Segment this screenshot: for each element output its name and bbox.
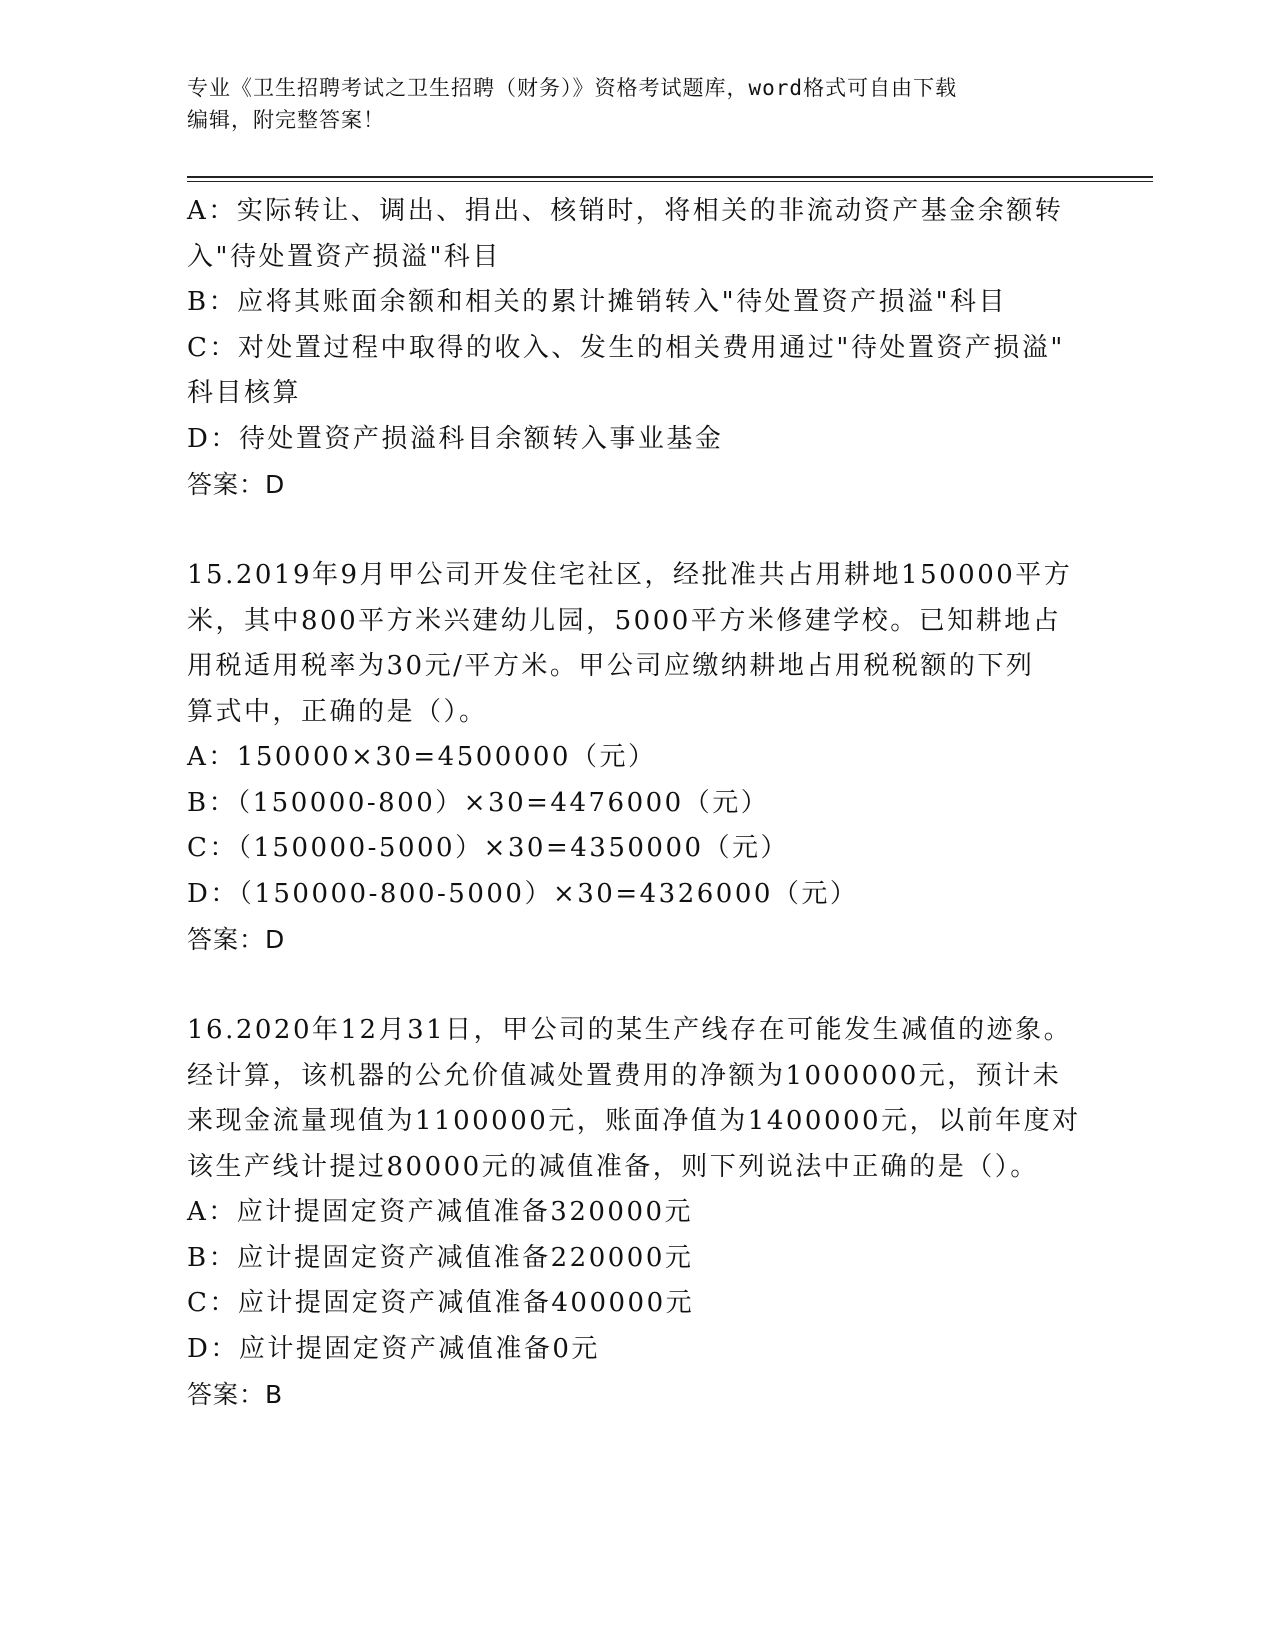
q15-option-d: D：（150000-800-5000）×30=4326000（元） (187, 878, 859, 909)
q14-option-c-line-2: 科目核算 (187, 378, 302, 408)
q14-option-b: B：应将其账面余额和相关的累计摊销转入"待处置资产损溢"科目 (187, 287, 1008, 317)
q16-stem-line-4: 该生产线计提过80000元的减值准备，则下列说法中正确的是（）。 (187, 1151, 1039, 1182)
q16-answer: 答案：B (187, 1380, 284, 1409)
q16-stem-line-3: 来现金流量现值为1100000元，账面净值为1400000元，以前年度对 (187, 1106, 1081, 1136)
document-header (187, 72, 1087, 136)
question-content (187, 189, 1087, 1418)
q15-stem-line-1: 15.2019年9月甲公司开发住宅社区，经批准共占用耕地150000平方 (187, 560, 1073, 590)
q15-option-b: B：（150000-800）×30=4476000（元） (187, 787, 770, 818)
q16-option-c: C：应计提固定资产减值准备400000元 (187, 1288, 695, 1318)
q15-stem-line-2: 米，其中800平方米兴建幼儿园，5000平方米修建学校。已知耕地占 (187, 605, 1062, 636)
q14-option-a-line-2: 入"待处置资产损溢"科目 (187, 241, 501, 272)
q16-option-b: B：应计提固定资产减值准备220000元 (187, 1242, 694, 1273)
question-15-block (187, 553, 1087, 963)
q16-stem-line-1: 16.2020年12月31日，甲公司的某生产线存在可能发生减值的迹象。 (187, 1015, 1073, 1045)
header-divider (187, 176, 1153, 182)
q14-answer: 答案：D (187, 470, 286, 499)
question-14-block (187, 189, 1087, 508)
q15-answer: 答案：D (187, 925, 286, 954)
q16-option-d: D：应计提固定资产减值准备0元 (187, 1333, 600, 1364)
spacer (187, 508, 1087, 554)
q15-stem-line-4: 算式中，正确的是（）。 (187, 696, 488, 727)
q14-option-a-line-1: A：实际转让、调出、捐出、核销时，将相关的非流动资产基金余额转 (187, 196, 1064, 226)
q14-option-c-line-1: C：对处置过程中取得的收入、发生的相关费用通过"待处置资产损溢" (187, 332, 1065, 363)
q16-option-a: A：应计提固定资产减值准备320000元 (187, 1197, 694, 1227)
question-16-block (187, 1008, 1087, 1418)
q15-option-a: A：150000×30=4500000（元） (187, 742, 657, 772)
q15-option-c: C：（150000-5000）×30=4350000（元） (187, 833, 790, 863)
header-line-1: 专业《卫生招聘考试之卫生招聘（财务）》资格考试题库，word格式可自由下载 (187, 76, 958, 100)
q16-stem-line-2: 经计算，该机器的公允价值减处置费用的净额为1000000元，预计未 (187, 1060, 1062, 1091)
spacer (187, 963, 1087, 1009)
header-line-2: 编辑，附完整答案！ (187, 108, 385, 132)
q14-option-d: D：待处置资产损溢科目余额转入事业基金 (187, 423, 724, 454)
q15-stem-line-3: 用税适用税率为30元/平方米。甲公司应缴纳耕地占用税税额的下列 (187, 651, 1035, 681)
